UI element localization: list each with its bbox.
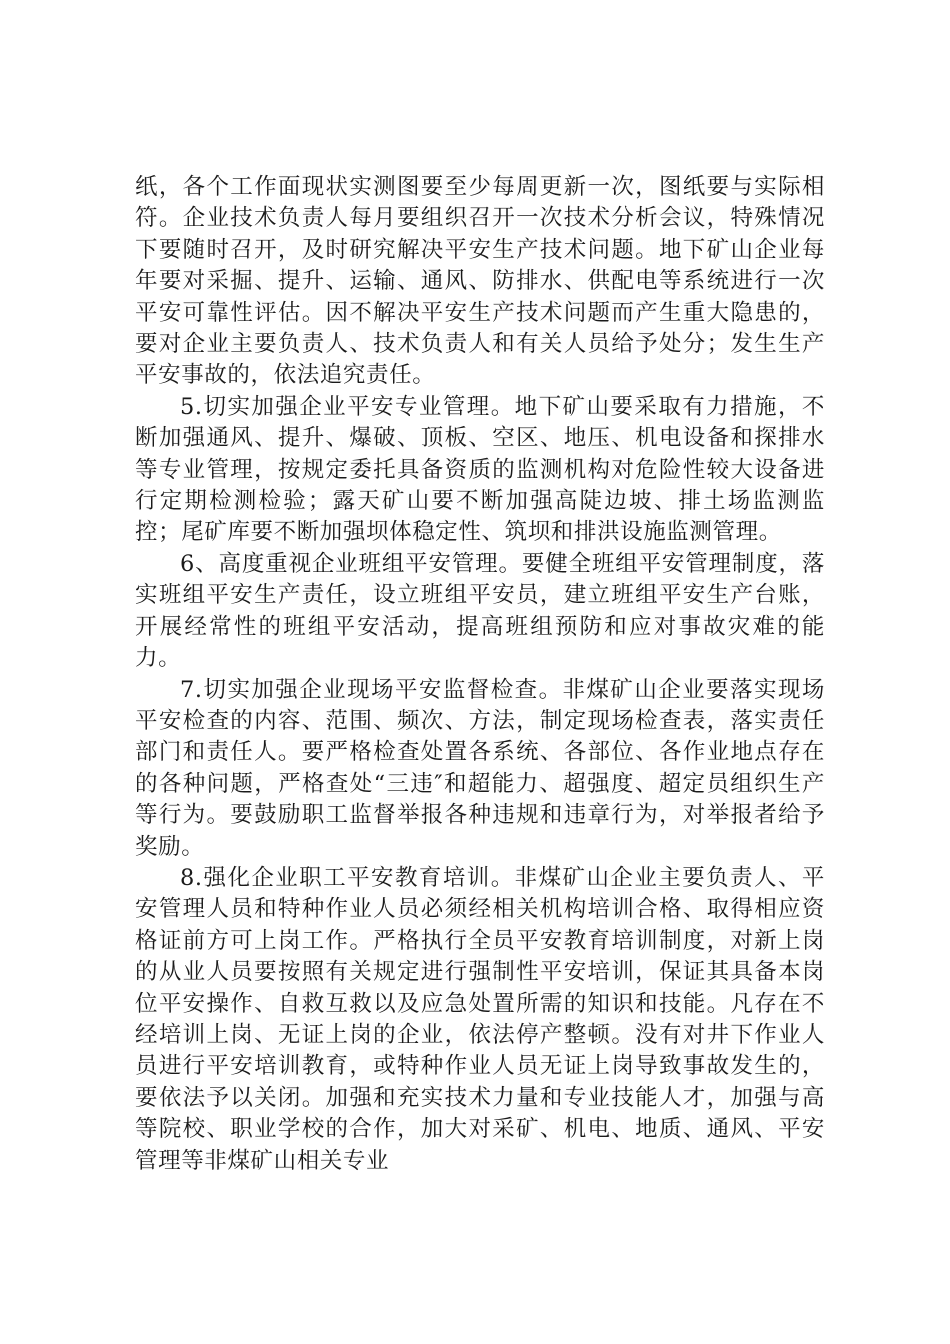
paragraph-continuation: 纸，各个工作面现状实测图要至少每周更新一次，图纸要与实际相符。企业技术负责人每月要组织召开一次技术分析会议，特殊情况下要随时召开，及时研究解决平安生产技术问题。地下矿山企业每年要对采掘、提升、运输、通风、防排水、供配电等系统进行一次平安可靠性评估。因不解决平安生产技术问题而产生重大隐患的，要对企业主要负责人、技术负责人和有关人员给予处分；发生生产平安事故的，依法追究责任。 (135, 174, 825, 389)
paragraph-item-6: 6、高度重视企业班组平安管理。要健全班组平安管理制度，落实班组平安生产责任，设立班组平安员，建立班组平安生产台账，开展经常性的班组平安活动，提高班组预防和应对事故灾难的能力。 (135, 550, 825, 672)
paragraph-item-8: 8.强化企业职工平安教育培训。非煤矿山企业主要负责人、平安管理人员和特种作业人员必须经相关机构培训合格、取得相应资格证前方可上岗工作。严格执行全员平安教育培训制度，对新上岗的从业人员要按照有关规定进行强制性平安培训，保证其具备本岗位平安操作、自救互救以及应急处置所需的知识和技能。凡存在不经培训上岗、无证上岗的企业，依法停产整顿。没有对井下作业人员进行平安培训教育，或特种作业人员无证上岗导致事故发生的，要依法予以关闭。加强和充实技术力量和专业技能人才，加强与高等院校、职业学校的合作，加大对采矿、机电、地质、通风、平安管理等非煤矿山相关专业 (135, 864, 825, 1174)
paragraph-item-7: 7.切实加强企业现场平安监督检查。非煤矿山企业要落实现场平安检查的内容、范围、频次、方法，制定现场检查表，落实责任部门和责任人。要严格检查处置各系统、各部位、各作业地点存在的各种问题，严格查处“三违″和超能力、超强度、超定员组织生产等行为。要鼓励职工监督举报各种违规和违章行为，对举报者给予奖励。 (135, 676, 825, 860)
document-body (135, 172, 825, 1177)
paragraph-item-5: 5.切实加强企业平安专业管理。地下矿山要采取有力措施，不断加强通风、提升、爆破、顶板、空区、地压、机电设备和探排水等专业管理，按规定委托具备资质的监测机构对危险性较大设备进行定期检测检验；露天矿山要不断加强高陡边坡、排土场监测监控；尾矿库要不断加强坝体稳定性、筑坝和排洪设施监测管理。 (135, 393, 825, 546)
